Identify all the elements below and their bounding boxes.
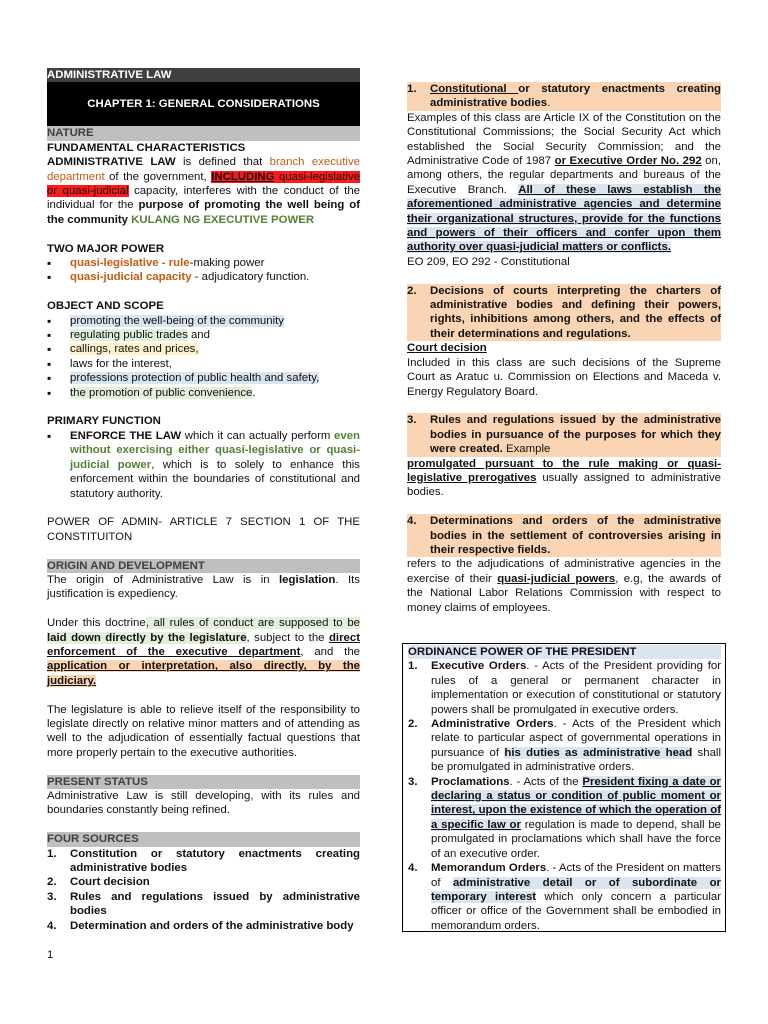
- two-powers-heading: TWO MAJOR POWER: [47, 242, 165, 255]
- list-item: 4. Determination and orders of the administrative body: [47, 919, 354, 932]
- legislature-paragraph: The legislature is able to relieve itself of the responsibility to legislate directly on relative minor matters and of attending as well to the adjudication of essentially factual questions that more properly pertain to the executive authorities.: [47, 703, 360, 759]
- origin-label: ORIGIN AND DEVELOPMENT: [47, 559, 360, 573]
- present-paragraph: Administrative Law is still developing, with its rules and boundaries constantly being refined.: [47, 789, 360, 817]
- ordinance-title: ORDINANCE POWER OF THE PRESIDENT: [408, 645, 721, 659]
- fundamental-heading: FUNDAMENTAL CHARACTERISTICS: [47, 141, 246, 154]
- source-2-heading: 2. Decisions of courts interpreting the charters of administrative bodies and defining their powers, rights, inhibitions among others, and the effects of their determinations and regulations.: [407, 284, 721, 340]
- sources-list: [47, 847, 360, 933]
- list-item: 3. Proclamations. - Acts of the President fixing a date or declaring a status or condition of public moment or interest, upon the existence of which the operation of a specific law or regulation is made to depend, shall be promulgated in proclamations which shall have the force of an executive order.: [408, 775, 722, 860]
- source-4-paragraph: refers to the adjudications of administrative agencies in the exercise of their quasi-judicial powers, e.g, the awards of the National Labor Relations Commission with respect to money claims of employees.: [407, 558, 721, 614]
- list-item: ▪ quasi-judicial capacity - adjudicatory function.: [47, 270, 360, 284]
- left-column: [47, 68, 360, 933]
- list-item: 2. Administrative Orders. - Acts of the President which relate to particular aspect of governmental operations in pursuance of his duties as administrative head shall be promulgated in administrative orders.: [408, 718, 721, 774]
- powers-list: [47, 256, 360, 285]
- list-item: ▪ regulating public trades and: [47, 328, 360, 342]
- list-item: ▪ callings, rates and prices,: [47, 342, 360, 356]
- list-item: ▪ the promotion of public convenience.: [47, 386, 360, 400]
- right-column: [407, 82, 721, 615]
- list-item: 4. Memorandum Orders. - Acts of the President on matters of administrative detail or of subordinate or temporary interest which only concern a particular officer or office of the Government shall be embodied in memorandum orders.: [408, 862, 721, 932]
- list-item: 3. Rules and regulations issued by administrative bodies: [47, 890, 360, 918]
- object-heading: OBJECT AND SCOPE: [47, 300, 164, 313]
- list-item: ▪ laws for the interest,: [47, 357, 360, 371]
- list-item: 2. Court decision: [47, 876, 150, 889]
- origin-paragraph: The origin of Administrative Law is in legislation. Its justification is expediency.: [47, 573, 360, 601]
- nature-label: NATURE: [47, 126, 360, 140]
- doctrine-paragraph: Under this doctrine, all rules of conduct are supposed to be laid down directly by the legislature, subject to the direct enforcement of the executive department, and the application or interpretation, also directly, by the judiciary.: [47, 617, 360, 687]
- list-item: ▪ ENFORCE THE LAW which it can actually perform even without exercising either quasi-legislative or quasi-judicial power, which is to solely to enhance this enforcement within the boundaries of constitutional and statutory authority.: [47, 429, 360, 501]
- doc-title-bar: ADMINISTRATIVE LAW: [47, 68, 360, 82]
- power-admin-line: POWER OF ADMIN- ARTICLE 7 SECTION 1 OF THE CONSTITUITON: [47, 516, 360, 543]
- source-2-subheading: Court decision: [407, 342, 487, 355]
- list-item: 1. Constitution or statutory enactments creating administrative bodies: [47, 847, 360, 874]
- page-number: 1: [47, 949, 54, 961]
- ordinance-box: [402, 643, 726, 932]
- primary-list: [47, 429, 360, 501]
- source-1-eo-line: EO 209, EO 292 - Constitutional: [407, 255, 570, 268]
- source-1-heading: 1. Constitutional or statutory enactments creating administrative bodies.: [407, 83, 721, 110]
- list-item: ▪ professions protection of public health and safety,: [47, 371, 360, 385]
- primary-heading: PRIMARY FUNCTION: [47, 415, 161, 428]
- list-item: ▪ promoting the well-being of the community: [47, 314, 360, 328]
- ordinance-list: [408, 659, 721, 933]
- list-item: ▪ quasi-legislative - rule-making power: [47, 256, 360, 270]
- source-4-heading: 4. Determinations and orders of the administrative bodies in the settlement of controversies arising in their respective fields.: [407, 515, 721, 556]
- objects-list: [47, 314, 360, 400]
- sources-label: FOUR SOURCES: [47, 832, 360, 846]
- definition-paragraph: ADMINISTRATIVE LAW is defined that branch executive department of the government, INCLUDING quasi-legislative or quasi-judicial capacity, interferes with the conduct of the individual for the purpose of promoting the well being of the community KULANG NG EXECUTIVE POWER: [47, 156, 361, 226]
- chapter-title: CHAPTER 1: GENERAL CONSIDERATIONS: [47, 82, 360, 126]
- source-2-paragraph: Included in this class are such decisions of the Supreme Court as Aratuc u. Commission on Elections and Maceda v. Energy Regulatory Board.: [407, 356, 721, 398]
- list-item: 1. Executive Orders. - Acts of the President providing for rules of a general or permanent character in implementation or execution of constitutional or statutory powers shall be promulgated in executive orders.: [408, 660, 721, 716]
- source-3-paragraph: promulgated pursuant to the rule making or quasi-legislative prerogatives usually assigned to administrative bodies.: [407, 457, 721, 499]
- source-1-paragraph: Examples of this class are Article IX of the Constitution on the Constitutional Commissions; the Social Security Act which established the Social Security Commission; and the Administrative Code of 1987 or Executive Order No. 292 on, among others, the regular departments and bureaus of the Executive Branch. All of these laws establish the aforementioned administrative agencies and determine their organizational structures, provide for the functions and powers of their officers and confer upon them authority over quasi-judicial matters or conflicts.: [407, 111, 722, 254]
- present-label: PRESENT STATUS: [47, 775, 360, 789]
- source-3-heading: 3. Rules and regulations issued by the administrative bodies in pursuance of the purposes for which they were created. Example: [407, 414, 721, 456]
